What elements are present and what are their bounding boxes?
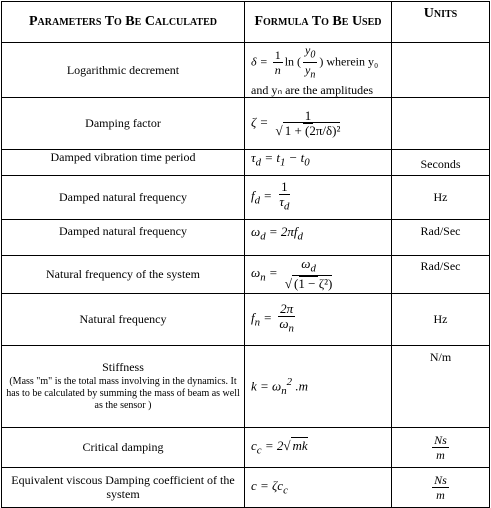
- param-cell: Equivalent viscous Damping coefficient of the system: [2, 467, 245, 507]
- header-row: [2, 2, 490, 43]
- unit-cell: [392, 427, 490, 467]
- formula-cell: δ = $\frac{1}{n}$ ln ( $\frac{y_0}{y_n}$ ) wherein y₀ and yₙ are the amplitudes: [245, 43, 392, 98]
- unit-cell: [392, 97, 490, 149]
- formula-cell: $\omega_d = 2\pi f_d$: [245, 219, 392, 255]
- unit-denominator: m: [436, 487, 445, 502]
- param-cell: Critical damping: [2, 427, 245, 467]
- table-row: [2, 43, 490, 98]
- param-cell: Logarithmic decrement: [2, 43, 245, 98]
- param-cell: Damped vibration time period: [2, 149, 245, 175]
- header-parameters: Parameters To Be Calculated: [2, 2, 245, 43]
- param-cell: Damping factor: [2, 97, 245, 149]
- unit-cell: Seconds: [392, 149, 490, 175]
- formula-cell: $c_c = 2√$ mk: [245, 427, 392, 467]
- param-cell: Damped natural frequency: [2, 175, 245, 219]
- param-note: (Mass "m" is the total mass involving in the dynamics. It has to be calculated by summing the mass of beam as well as the sensor ): [6, 376, 240, 412]
- unit-numerator: Ns: [434, 472, 447, 487]
- formula-cell: $f_n$ = $\frac{2\pi}{\omega_n}$: [245, 293, 392, 345]
- formula-cell: $\tau_d = t_1 - t_0$: [245, 149, 392, 175]
- param-cell: Natural frequency of the system: [2, 255, 245, 293]
- formula-cell: ζ = $\frac{1}{\text{√ 1 + (2π/δ)²}}$: [245, 97, 392, 149]
- table-row: [2, 219, 490, 255]
- table-row: [2, 97, 490, 149]
- table-row: [2, 427, 490, 467]
- formula-cell: $c = \zeta c_c$: [245, 467, 392, 507]
- unit-denominator: m: [436, 447, 445, 462]
- unit-cell: Hz: [392, 293, 490, 345]
- formula-cell: $f_d$ = $\frac{1}{\tau_d}$: [245, 175, 392, 219]
- unit-cell: N/m: [392, 345, 490, 427]
- param-cell: [2, 345, 245, 427]
- param-cell: Natural frequency: [2, 293, 245, 345]
- table-row: [2, 345, 490, 427]
- unit-cell: Rad/Sec: [392, 255, 490, 293]
- param-label: Stiffness: [102, 360, 144, 375]
- unit-cell: Hz: [392, 175, 490, 219]
- table-row: [2, 175, 490, 219]
- param-cell: Damped natural frequency: [2, 219, 245, 255]
- unit-cell: [392, 467, 490, 507]
- header-units: Units: [392, 2, 490, 43]
- table-row: [2, 467, 490, 507]
- table-row: [2, 255, 490, 293]
- table-row: [2, 293, 490, 345]
- header-formula: Formula To Be Used: [245, 2, 392, 43]
- unit-cell: Rad/Sec: [392, 219, 490, 255]
- formula-cell: $k = \omega_n^2$ .m: [245, 345, 392, 427]
- table-row: [2, 149, 490, 175]
- unit-numerator: Ns: [434, 432, 447, 447]
- formula-cell: $\omega_n$ = $\frac{\omega_d}{\text{√ (1 − ζ²)}}$: [245, 255, 392, 293]
- parameters-table: [1, 1, 490, 508]
- unit-cell: [392, 43, 490, 98]
- formula-note: wherein y₀ and yₙ are the amplitudes: [251, 54, 379, 97]
